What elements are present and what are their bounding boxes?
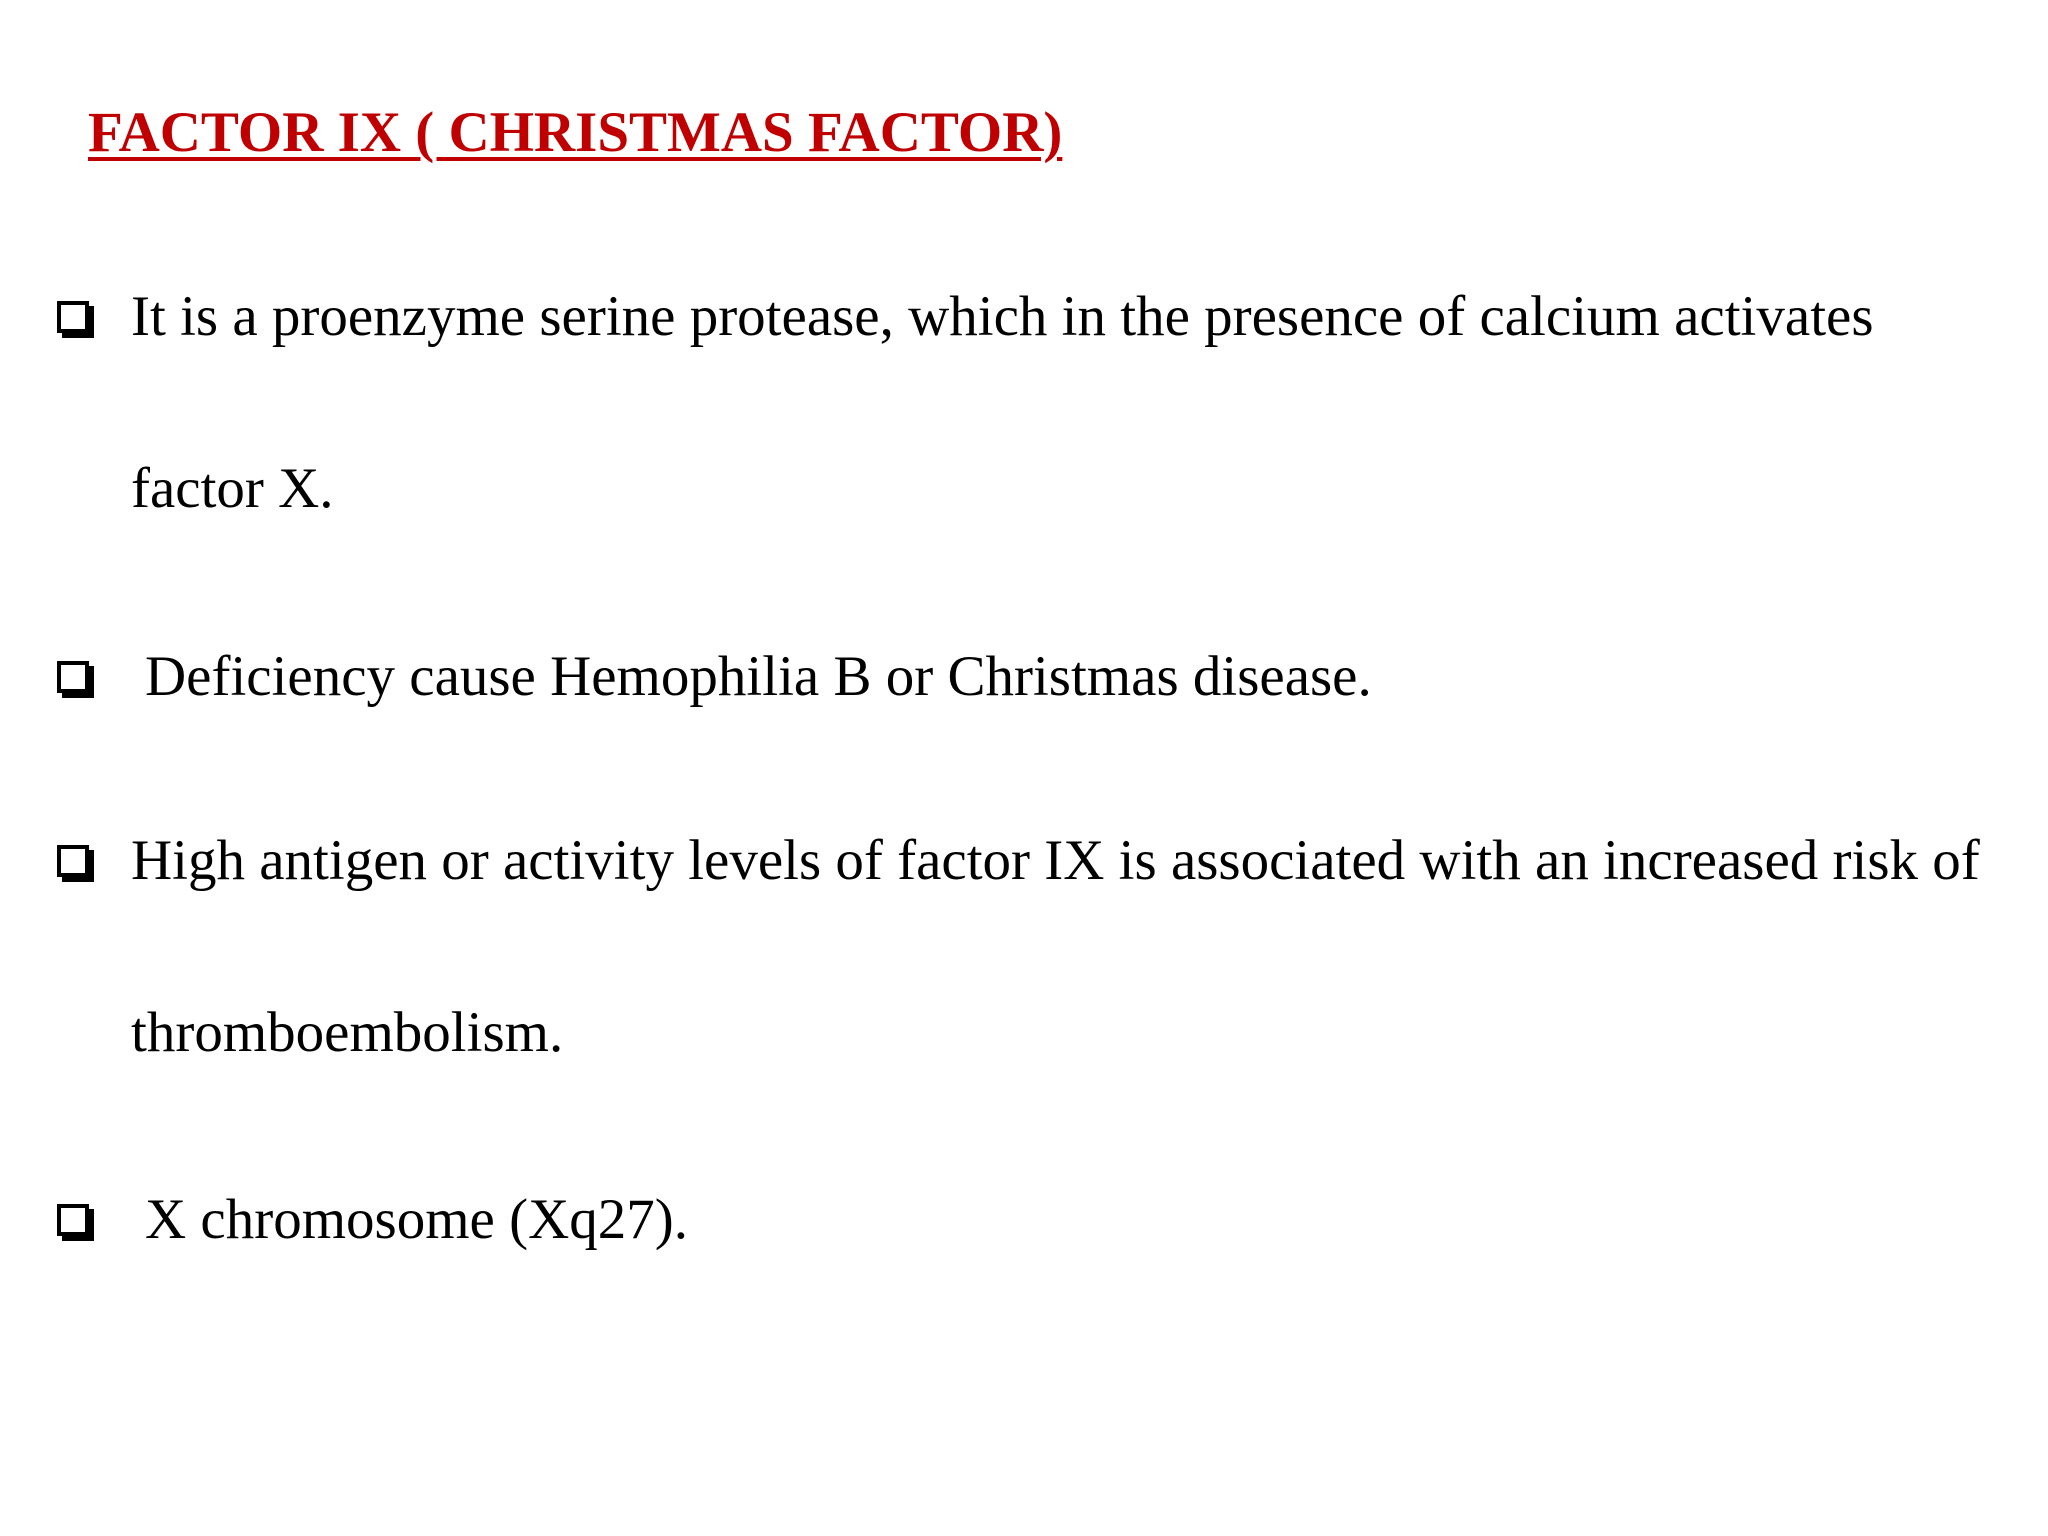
bullet-text-line-1: Deficiency cause Hemophilia B or Christmas disease.: [145, 645, 1372, 708]
bullet-text-line-1: It is a proenzyme serine protease, which in the presence of calcium activates: [131, 285, 1874, 348]
bullet-text-line-2: thromboembolism.: [131, 1001, 564, 1064]
square-checkbox-bullet-icon: [57, 1204, 89, 1236]
square-checkbox-bullet-icon: [57, 661, 89, 693]
square-checkbox-bullet-icon: [57, 301, 89, 333]
square-checkbox-bullet-icon: [57, 845, 89, 877]
bullet-text-line-2: factor X.: [131, 457, 334, 520]
bullet-item: [57, 1134, 1917, 1306]
bullet-text-line-1: X chromosome (Xq27).: [145, 1188, 688, 1251]
bullet-item: [57, 231, 1917, 575]
bullet-text-line-1: High antigen or activity levels of factor IX is associated with an increased risk of: [131, 829, 1980, 892]
bullet-item: [57, 775, 2017, 1119]
slide-title: FACTOR IX ( CHRISTMAS FACTOR): [88, 101, 1063, 164]
bullet-item: [57, 591, 1917, 763]
